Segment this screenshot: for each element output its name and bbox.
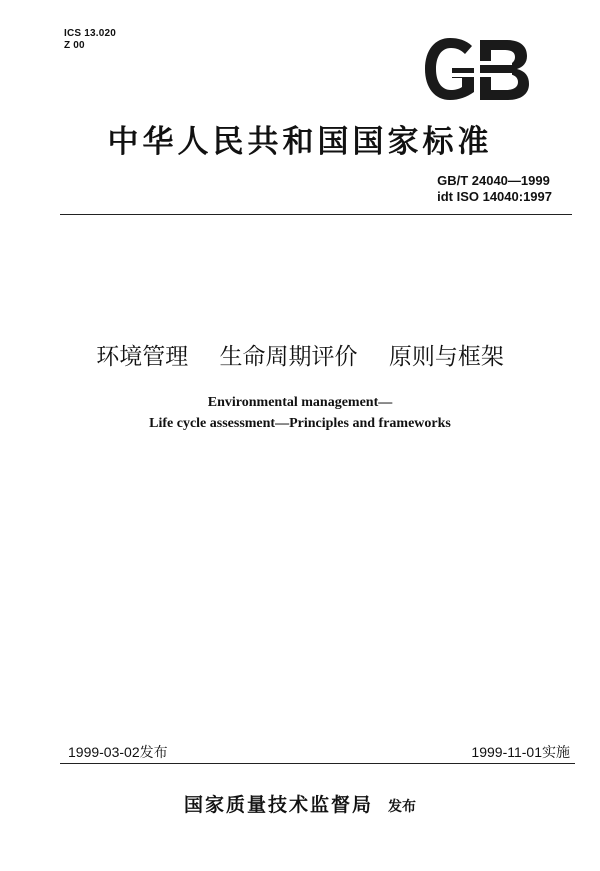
english-title-line1: Environmental management— [207,395,393,410]
chinese-title-part1: 环境管理 [96,344,189,370]
ics-code: ICS 13.020 [64,28,117,39]
bottom-divider [60,763,575,764]
issuer-verb: 发布 [388,799,417,815]
issuer-line [0,790,600,817]
issuer-name: 国家质量技术监督局 [183,794,373,816]
chinese-title-part2: 生命周期评价 [219,344,358,370]
chinese-title [0,338,600,371]
top-divider [60,214,572,215]
chinese-title-part3: 原则与框架 [388,344,504,370]
national-standard-heading: 中华人民共和国国家标准 [107,124,493,160]
iso-equivalent: idt ISO 14040:1997 [437,189,552,204]
implementation-date: 1999-11-01实施 [471,744,570,760]
class-code: Z 00 [64,40,85,51]
english-title-line2: Life cycle assessment—Principles and frameworks [149,416,451,431]
classification-codes [64,28,116,52]
gb-logo [422,34,532,104]
standard-number: GB/T 24040—1999 [437,173,550,188]
english-title [0,392,600,434]
standard-number-block [437,173,552,205]
issue-date: 1999-03-02发布 [68,744,168,760]
